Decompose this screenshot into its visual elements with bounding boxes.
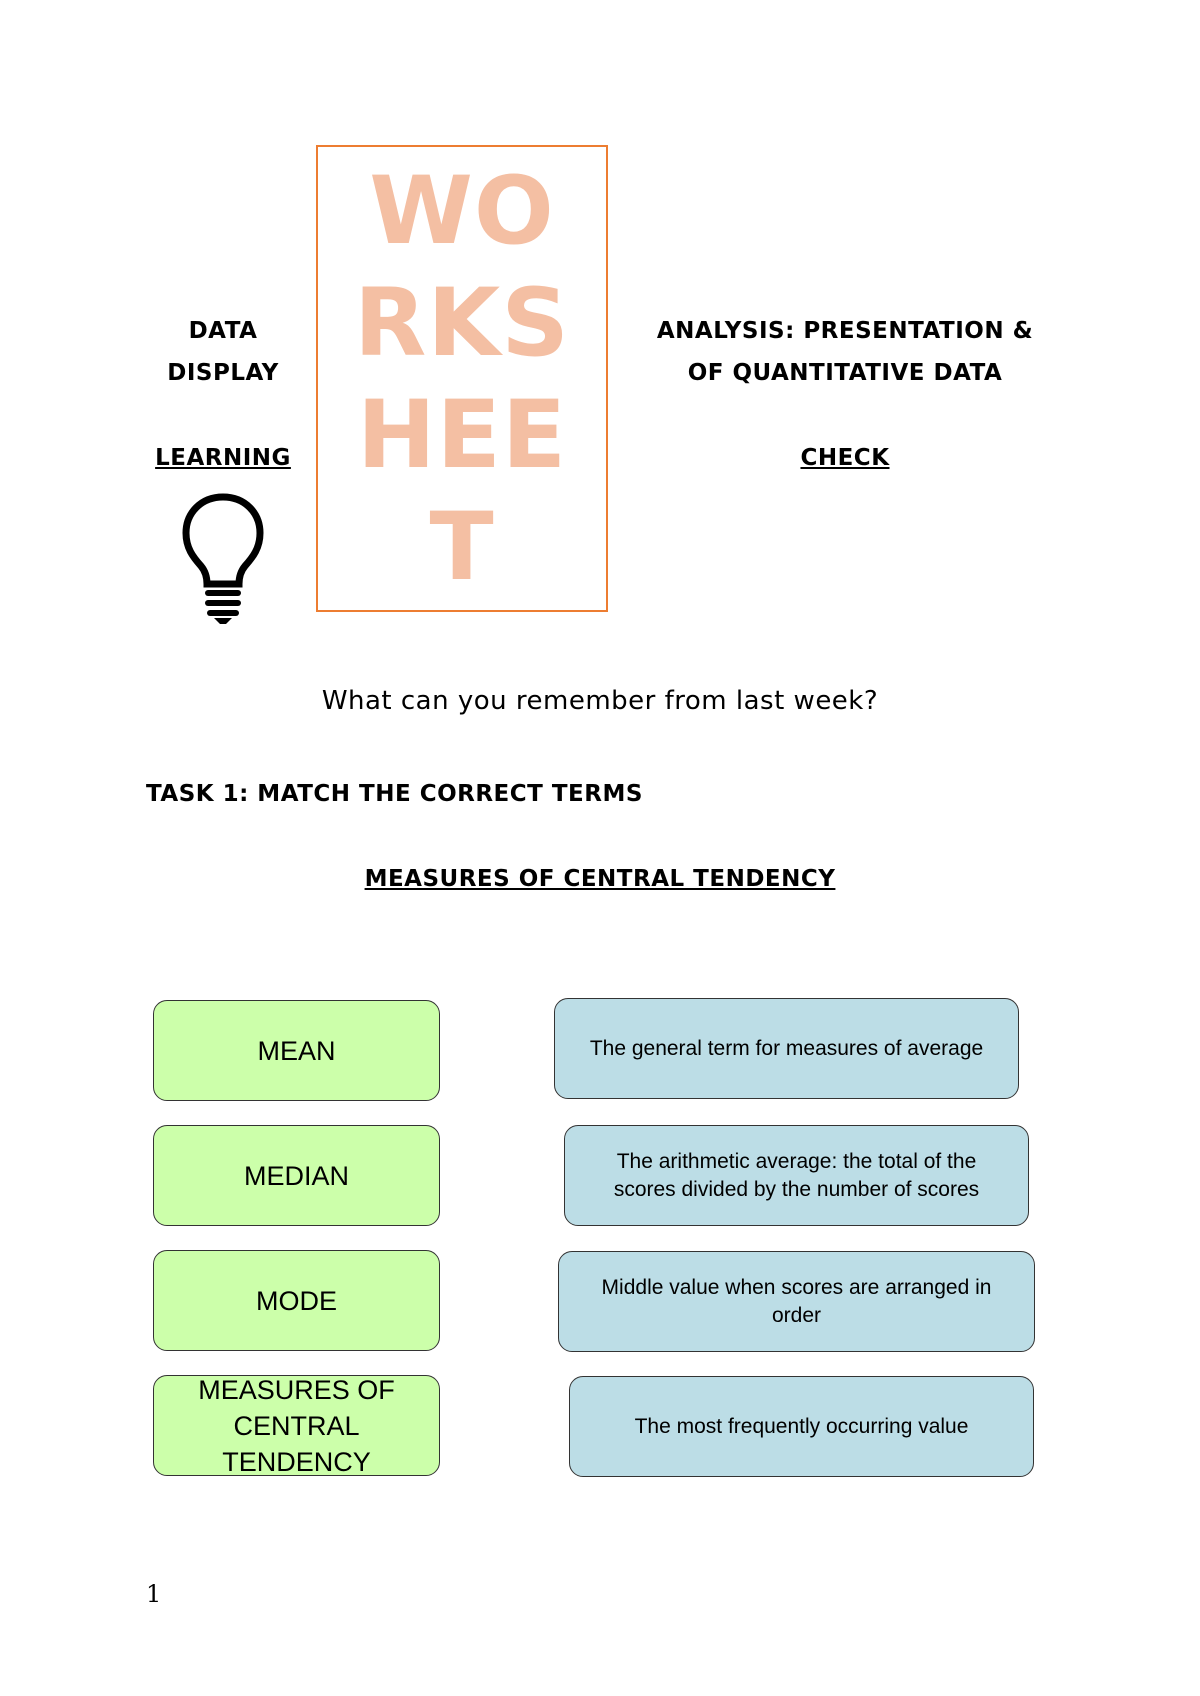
term-card-median[interactable]: MEDIAN	[153, 1125, 440, 1226]
term-card-mean[interactable]: MEAN	[153, 1000, 440, 1101]
definition-card[interactable]: The general term for measures of average	[554, 998, 1019, 1099]
worksheet-box	[316, 145, 608, 612]
definition-card[interactable]: Middle value when scores are arranged in order	[558, 1251, 1035, 1352]
check-label: CHECK	[800, 445, 890, 471]
worksheet-text-line: T	[429, 493, 495, 602]
title-left-line2: DISPLAY	[167, 360, 279, 386]
section-title: MEASURES OF CENTRAL TENDENCY	[364, 866, 836, 892]
term-card-mode[interactable]: MODE	[153, 1250, 440, 1351]
title-right	[630, 310, 1060, 394]
title-left	[150, 310, 296, 394]
intro-question: What can you remember from last week?	[321, 686, 879, 716]
definition-card[interactable]: The most frequently occurring value	[569, 1376, 1034, 1477]
title-left-line1: DATA	[188, 318, 258, 344]
learning-label: LEARNING	[155, 445, 291, 471]
worksheet-text-line: HEE	[356, 381, 568, 490]
term-card-measures-of-central-tendency[interactable]: MEASURES OF CENTRAL TENDENCY	[153, 1375, 440, 1476]
task-title: TASK 1: MATCH THE CORRECT TERMS	[146, 781, 643, 807]
page-number: 1	[146, 1580, 162, 1608]
title-right-line1: ANALYSIS: PRESENTATION &	[656, 318, 1034, 344]
lightbulb-icon	[180, 492, 266, 624]
worksheet-text-line: RKS	[354, 269, 570, 378]
worksheet-text-line: WO	[369, 157, 555, 266]
definition-card[interactable]: The arithmetic average: the total of the scores divided by the number of scores	[564, 1125, 1029, 1226]
title-right-line2: OF QUANTITATIVE DATA	[687, 360, 1003, 386]
